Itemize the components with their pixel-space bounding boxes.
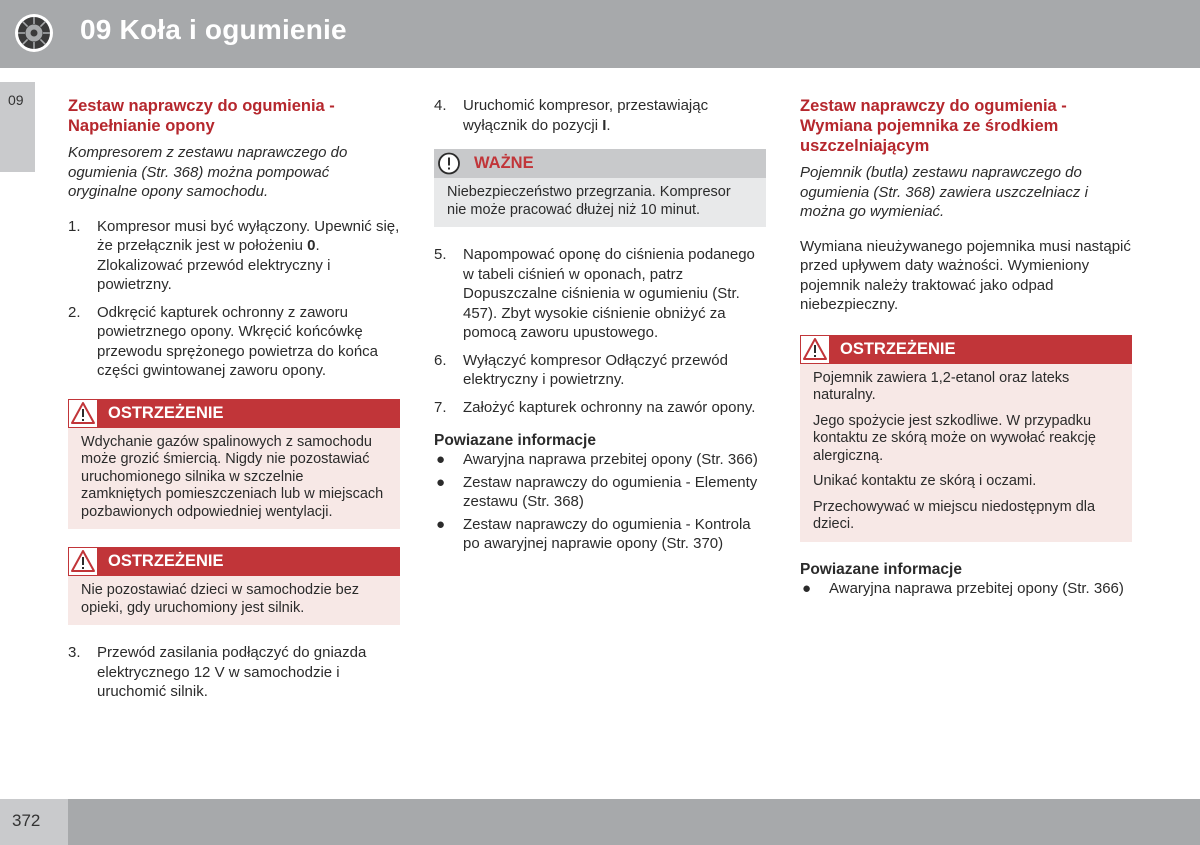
page-header (0, 0, 1200, 68)
section-paragraph: Wymiana nieużywanego pojemnika musi nastąpić przed upływem daty ważności. Wymieniony pojemnik należy traktować jako odpad niebezpieczny. (800, 237, 1131, 313)
step-text: Założyć kapturek ochronny na zawór opony. (463, 398, 756, 416)
important-body (434, 178, 766, 227)
important-label: WAŻNE (474, 154, 534, 172)
section-title-line: Zestaw naprawczy do ogumienia - (68, 97, 335, 115)
list-item (434, 398, 766, 418)
warning-triangle-icon (800, 335, 830, 364)
column-middle (434, 96, 766, 557)
step-text: . Zlokalizować przewód elektryczny i powietrzny. (97, 237, 331, 293)
section-title-line: Napełnianie opony (68, 117, 215, 135)
page-number: 372 (12, 811, 41, 830)
section-title-line: uszczelniającym (800, 137, 930, 155)
warning-label: OSTRZEŻENIE (108, 552, 224, 570)
step-number: 2. (68, 303, 81, 321)
warning-label: OSTRZEŻENIE (840, 339, 956, 358)
section-title-line: Zestaw naprawczy do ogumienia - (800, 97, 1067, 115)
tire-icon (13, 12, 55, 54)
page-number-box (0, 799, 68, 845)
warning-text: Nie pozostawiać dzieci w samochodzie bez opieki, gdy uruchomiony jest silnik. (81, 582, 360, 616)
page-footer (0, 799, 1200, 845)
step-text: Napompować oponę do ciśnienia podanego w tabeli ciśnień w oponach, patrz Dopuszczalne ciśnienia w ogumieniu (Str. 457). Zbyt wysokie ciśnienie obniżyć za pomocą zaworu upustowego. (463, 246, 755, 341)
bullet-icon: ● (802, 579, 812, 597)
warning-box (68, 547, 400, 625)
warning-header (68, 547, 400, 576)
exclamation-circle-icon (434, 149, 464, 178)
important-header (434, 149, 766, 178)
bullet-icon: ● (436, 451, 446, 468)
list-item (68, 303, 400, 381)
steps-list (434, 245, 766, 417)
step-text: Przewód zasilania podłączyć do gniazda elektrycznego 12 V w samochodzie i uruchomić silnik. (97, 644, 367, 700)
column-left (68, 96, 400, 710)
related-link[interactable]: Awaryjna naprawa przebitej opony (Str. 366) (463, 451, 758, 468)
step-text: Uruchomić kompresor, przestawiając wyłącznik do pozycji (463, 97, 709, 134)
related-info-title: Powiazane informacje (434, 432, 596, 449)
switch-position: I (602, 116, 607, 134)
step-number: 1. (68, 217, 81, 235)
warning-text: Wdychanie gazów spalinowych z samochodu może grozić śmiercią. Nigdy nie pozostawiać uruchomionego silnika w szczelnie zamkniętych pomieszczeniach lub w miejscach pozbawionych odpowiedniej wentylacji. (81, 433, 384, 520)
warning-body (800, 364, 1132, 542)
warning-box (68, 399, 400, 530)
list-item (434, 245, 766, 343)
section-title-line: Wymiana pojemnika ze środkiem (800, 117, 1059, 135)
related-info-title: Powiazane informacje (800, 560, 962, 578)
steps-list (68, 643, 400, 702)
warning-text: Jego spożycie jest szkodliwe. W przypadku kontaktu ze skórą może on wywołać reakcję alergiczną. (813, 412, 1096, 464)
steps-list (434, 96, 766, 135)
step-text: Wyłączyć kompresor Odłączyć przewód elektryczny i powietrzny. (463, 351, 728, 388)
related-info-list (800, 579, 1132, 598)
chapter-title: 09 Koła i ogumienie (80, 14, 347, 45)
step-text: Odkręcić kapturek ochronny z zaworu powietrznego opony. Wkręcić końcówkę przewodu sprężonego powietrza do końca części gwintowanej zaworu opony. (97, 303, 379, 379)
warning-text: Unikać kontaktu ze skórą i oczami. (813, 473, 1037, 489)
list-item[interactable] (434, 450, 766, 469)
warning-body (68, 576, 400, 625)
step-number: 3. (68, 644, 81, 661)
list-item (68, 217, 400, 295)
list-item[interactable] (434, 515, 766, 553)
important-text: Niebezpieczeństwo przegrzania. Kompresor nie może pracować dłużej niż 10 minut. (447, 184, 731, 218)
list-item (68, 643, 400, 702)
important-box (434, 149, 766, 227)
section-intro: Kompresorem z zestawu naprawczego do ogumienia (Str. 368) można pompować oryginalne opony samochodu. (68, 144, 348, 200)
warning-label: OSTRZEŻENIE (108, 403, 224, 422)
column-right (800, 96, 1132, 602)
step-text: . (606, 116, 611, 134)
chapter-tab (0, 82, 35, 172)
bullet-icon: ● (436, 516, 446, 533)
related-info-list (434, 450, 766, 553)
bullet-icon: ● (436, 474, 446, 491)
list-item (434, 351, 766, 390)
warning-header (800, 335, 1132, 364)
step-number: 6. (434, 351, 447, 369)
chapter-icon-box (0, 0, 68, 68)
section-title-inflate (68, 96, 400, 136)
warning-triangle-icon (68, 547, 98, 576)
related-link[interactable]: Zestaw naprawczy do ogumienia - Elementy zestawu (Str. 368) (463, 474, 758, 510)
related-link[interactable]: Awaryjna naprawa przebitej opony (Str. 366) (829, 579, 1124, 597)
section-title-replace (800, 96, 1132, 156)
step-number: 5. (434, 246, 447, 263)
warning-triangle-icon (68, 399, 98, 428)
list-item (434, 96, 766, 135)
chapter-tab-label: 09 (8, 92, 24, 108)
step-number: 7. (434, 398, 447, 416)
related-link[interactable]: Zestaw naprawczy do ogumienia - Kontrola po awaryjnej naprawie opony (Str. 370) (463, 516, 751, 552)
warning-text: Przechowywać w miejscu niedostępnym dla dzieci. (813, 498, 1096, 532)
section-intro: Pojemnik (butla) zestawu naprawczego do ogumienia (Str. 368) zawiera uszczelniacz i można go wymieniać. (800, 164, 1088, 220)
warning-text: Pojemnik zawiera 1,2-etanol oraz lateks naturalny. (813, 369, 1070, 403)
warning-body (68, 428, 400, 530)
warning-box (800, 335, 1132, 542)
warning-header (68, 399, 400, 428)
list-item[interactable] (434, 473, 766, 511)
steps-list (68, 217, 400, 381)
step-text: Kompresor musi być wyłączony. Upewnić się, że przełącznik jest w położeniu (97, 217, 400, 254)
step-number: 4. (434, 97, 447, 114)
list-item[interactable] (800, 579, 1132, 598)
switch-position: 0 (307, 237, 316, 254)
